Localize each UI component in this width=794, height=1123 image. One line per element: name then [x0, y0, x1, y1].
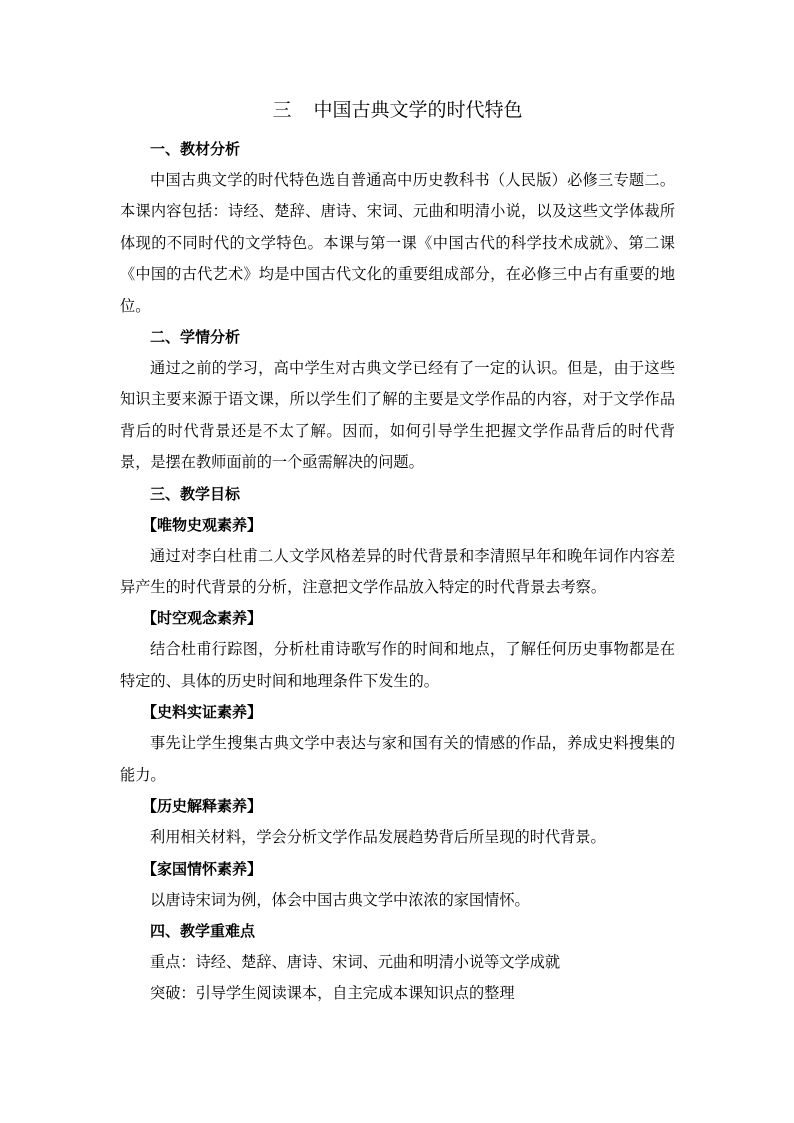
goal-paragraph-space-time: 结合杜甫行踪图，分析杜甫诗歌写作的时间和地点，了解任何历史事物都是在特定的、具体的历史时间和地理条件下发生的。: [120, 640, 675, 690]
goal-heading-materialism: 【唯物史观素养】: [142, 515, 263, 534]
goal-paragraph-evidence: 事先让学生搜集古典文学中表达与家和国有关的情感的作品，养成史料搜集的能力。: [120, 734, 675, 784]
title-number: 三: [272, 99, 292, 121]
section-heading-teaching-goals: 三、教学目标: [150, 484, 241, 503]
key-point-line: 重点：诗经、楚辞、唐诗、宋词、元曲和明清小说等文学成就: [150, 952, 561, 971]
goal-heading-space-time: 【时空观念素养】: [142, 609, 263, 628]
paragraph-student-analysis: 通过之前的学习，高中学生对古典文学已经有了一定的认识。但是，由于这些知识主要来源于语文课，所以学生们了解的主要是文学作品的内容，对于文学作品背后的时代背景还是不太了解。因而，如何引导学生把握文学作品背后的时代背景，是摆在教师面前的一个亟需解决的问题。: [120, 359, 675, 472]
goal-heading-patriotism: 【家国情怀素养】: [142, 859, 263, 878]
section-heading-textbook-analysis: 一、教材分析: [150, 140, 241, 158]
goal-heading-evidence: 【史料实证素养】: [142, 703, 263, 722]
section-heading-student-analysis: 二、学情分析: [150, 328, 241, 347]
document-page: [120, 96, 675, 1010]
breakthrough-line: 突破：引导学生阅读课本，自主完成本课知识点的整理: [150, 984, 515, 1003]
goal-paragraph-materialism: 通过对李白杜甫二人文学风格差异的时代背景和李清照早年和晚年词作内容差异产生的时代背景的分析，注意把文学作品放入特定的时代背景去考察。: [120, 546, 675, 597]
title-text: 中国古典文学的时代特色: [313, 99, 523, 121]
goal-heading-interpretation: 【历史解释素养】: [142, 797, 263, 816]
goal-paragraph-patriotism: 以唐诗宋词为例，体会中国古典文学中浓浓的家国情怀。: [150, 890, 530, 909]
section-heading-key-points: 四、教学重难点: [150, 921, 256, 940]
goal-paragraph-interpretation: 利用相关材料，学会分析文学作品发展趋势背后所呈现的时代背景。: [150, 828, 606, 847]
document-title: [120, 96, 675, 124]
paragraph-textbook-analysis: 中国古典文学的时代特色选自普通高中历史教科书（人民版）必修三专题二。本课内容包括：诗经、楚辞、唐诗、宋词、元曲和明清小说，以及这些文学体裁所体现的不同时代的文学特色。本课与第一课《中国古代的科学技术成就》、第二课《中国的古代艺术》均是中国古代文化的重要组成部分，在必修三中占有重要的地位。: [120, 171, 675, 315]
